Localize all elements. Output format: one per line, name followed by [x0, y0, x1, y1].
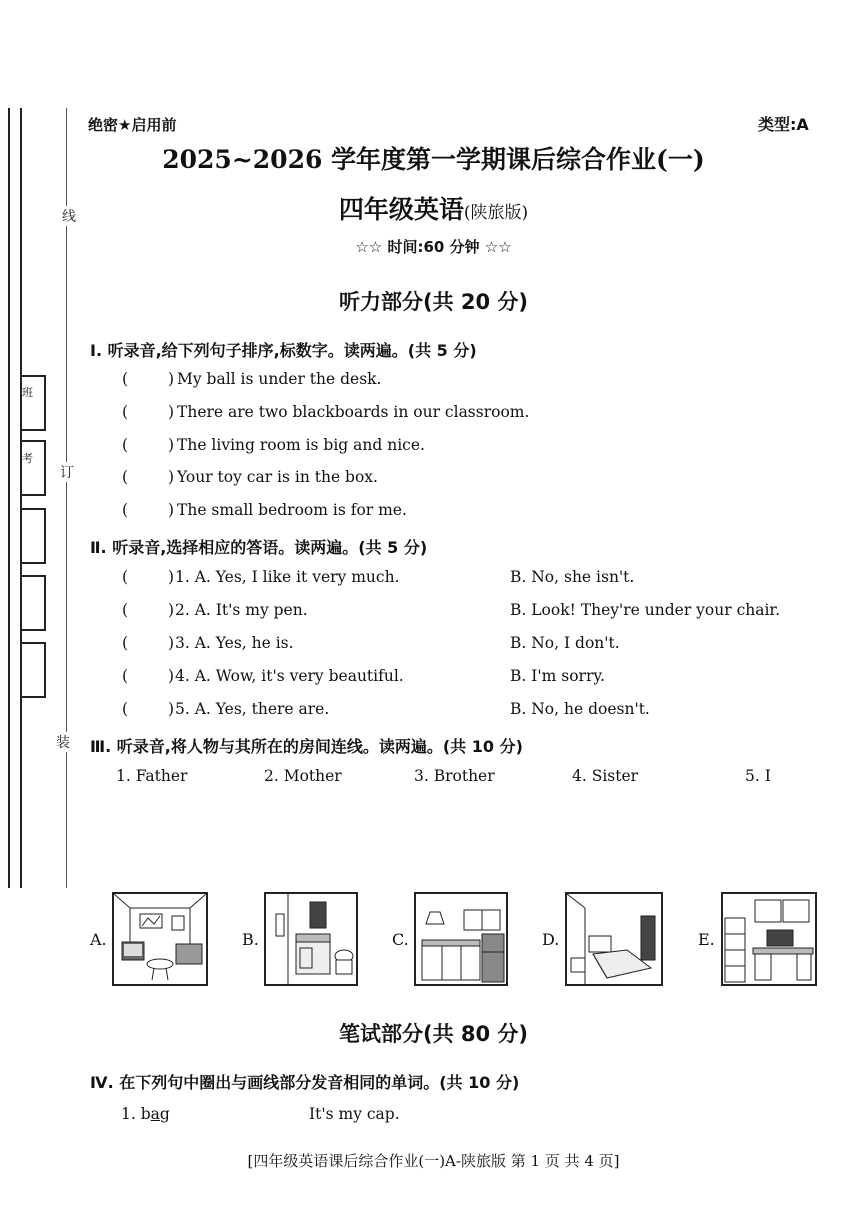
- underlined-letter: a: [150, 1105, 160, 1123]
- answer-blank-close: ): [168, 601, 175, 619]
- margin-box-4: [22, 575, 46, 631]
- bedroom-drawing: [567, 894, 661, 984]
- writing-part-title: 笔试部分(共 80 分): [338, 1022, 529, 1046]
- study-room-drawing: [723, 894, 815, 984]
- confidential-label: 绝密★启用前: [88, 116, 177, 134]
- edition-label: (陕旅版): [463, 203, 529, 223]
- bathroom-drawing: [266, 894, 356, 984]
- sentence-text: Your toy car is in the box.: [177, 468, 378, 486]
- option-b: B. No, I don't.: [510, 634, 620, 652]
- bedroom-picture[interactable]: [565, 892, 663, 986]
- answer-blank-close: ): [168, 634, 175, 652]
- person-sister: 4. Sister: [572, 767, 639, 785]
- section4-heading: Ⅳ. 在下列句中圈出与画线部分发音相同的单词。(共 10 分): [90, 1073, 520, 1092]
- section1-heading: Ⅰ. 听录音,给下列句子排序,标数字。读两遍。(共 5 分): [90, 341, 477, 360]
- answer-blank-close: ): [168, 501, 175, 519]
- time-limit: ☆☆ 时间:60 分钟 ☆☆: [355, 238, 512, 256]
- answer-blank-open[interactable]: (: [122, 436, 129, 454]
- sentence-text: My ball is under the desk.: [177, 370, 382, 388]
- answer-blank-open[interactable]: (: [122, 403, 129, 421]
- answer-blank-close: ): [168, 700, 175, 718]
- person-mother: 2. Mother: [264, 767, 342, 785]
- answer-blank-open[interactable]: (: [122, 667, 129, 685]
- person-i: 5. I: [745, 767, 771, 785]
- option-a: 4. A. Wow, it's very beautiful.: [175, 667, 404, 685]
- living-room-drawing: [114, 894, 206, 984]
- option-b: B. Look! They're under your chair.: [510, 601, 781, 619]
- bathroom-picture[interactable]: [264, 892, 358, 986]
- option-a: 3. A. Yes, he is.: [175, 634, 294, 652]
- margin-char-zhuang: 装: [56, 732, 70, 752]
- room-c-label: C.: [392, 930, 409, 949]
- person-brother: 3. Brother: [414, 767, 495, 785]
- exam-type-label: 类型:A: [758, 115, 809, 134]
- living-room-picture[interactable]: [112, 892, 208, 986]
- section4-item-1-sentence: It's my cap.: [309, 1105, 400, 1123]
- exam-title: 2025~2026 学年度第一学期课后综合作业(一): [162, 145, 705, 174]
- kitchen-picture[interactable]: [414, 892, 508, 986]
- option-b: B. No, she isn't.: [510, 568, 635, 586]
- answer-blank-open[interactable]: (: [122, 370, 129, 388]
- option-a: 5. A. Yes, there are.: [175, 700, 330, 718]
- sentence-text: There are two blackboards in our classroom.: [177, 403, 530, 421]
- answer-blank-open[interactable]: (: [122, 700, 129, 718]
- room-d-label: D.: [542, 930, 560, 949]
- margin-char-xian: 线: [62, 206, 76, 226]
- answer-blank-open[interactable]: (: [122, 601, 129, 619]
- option-a: 1. A. Yes, I like it very much.: [175, 568, 400, 586]
- margin-char-ding: 订: [60, 462, 74, 482]
- option-b: B. I'm sorry.: [510, 667, 605, 685]
- margin-box-2: [22, 440, 46, 496]
- option-a: 2. A. It's my pen.: [175, 601, 308, 619]
- room-a-label: A.: [90, 930, 107, 949]
- option-b: B. No, he doesn't.: [510, 700, 650, 718]
- answer-blank-open[interactable]: (: [122, 468, 129, 486]
- exam-subtitle: [0, 190, 867, 226]
- answer-blank-close: ): [168, 370, 175, 388]
- answer-blank-close: ): [168, 436, 175, 454]
- margin-char-box1: 班: [22, 386, 33, 399]
- sentence-text: The small bedroom is for me.: [177, 501, 407, 519]
- subject-name: 四年级英语: [338, 195, 464, 224]
- listening-part-title: 听力部分(共 20 分): [338, 290, 529, 314]
- margin-box-5: [22, 642, 46, 698]
- person-father: 1. Father: [116, 767, 188, 785]
- kitchen-drawing: [416, 894, 506, 984]
- answer-blank-open[interactable]: (: [122, 634, 129, 652]
- section3-heading: Ⅲ. 听录音,将人物与其所在的房间连线。读两遍。(共 10 分): [90, 737, 523, 756]
- page-footer: [四年级英语课后综合作业(一)A-陕旅版 第 1 页 共 4 页]: [247, 1152, 620, 1170]
- word-rest: g: [159, 1105, 170, 1123]
- room-e-label: E.: [698, 930, 715, 949]
- study-room-picture[interactable]: [721, 892, 817, 986]
- sentence-text: The living room is big and nice.: [177, 436, 425, 454]
- answer-blank-close: ): [168, 568, 175, 586]
- answer-blank-close: ): [168, 403, 175, 421]
- section4-item-1-word: [121, 1105, 170, 1123]
- margin-box-3: [22, 508, 46, 564]
- room-b-label: B.: [242, 930, 259, 949]
- margin-char-box2: 考: [22, 452, 33, 465]
- section2-heading: Ⅱ. 听录音,选择相应的答语。读两遍。(共 5 分): [90, 538, 428, 557]
- answer-blank-close: ): [168, 468, 175, 486]
- answer-blank-open[interactable]: (: [122, 568, 129, 586]
- item-number: 1. b: [121, 1105, 151, 1123]
- answer-blank-open[interactable]: (: [122, 501, 129, 519]
- answer-blank-close: ): [168, 667, 175, 685]
